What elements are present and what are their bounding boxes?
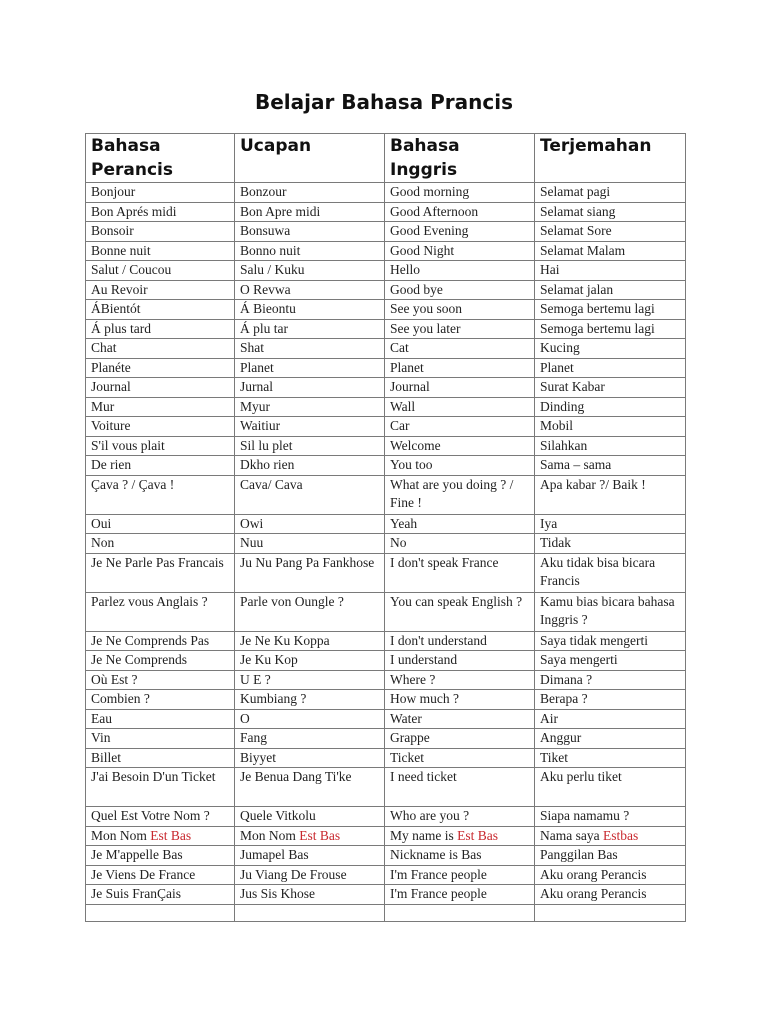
cell-pronunciation bbox=[235, 826, 385, 846]
cell-pronunciation: Biyyet bbox=[235, 748, 385, 768]
cell-indonesian: Apa kabar ?/ Baik ! bbox=[535, 475, 686, 514]
cell-pronunciation: Waitiur bbox=[235, 417, 385, 437]
table-row bbox=[86, 261, 686, 281]
cell-french: Je Viens De France bbox=[86, 865, 235, 885]
cell-french: Chat bbox=[86, 339, 235, 359]
cell-pronunciation: Je Ne Ku Koppa bbox=[235, 631, 385, 651]
text-highlight-red: Est Bas bbox=[150, 827, 192, 843]
cell-pronunciation: Bonzour bbox=[235, 183, 385, 203]
table-row bbox=[86, 670, 686, 690]
cell-french bbox=[86, 826, 235, 846]
cell-pronunciation: Fang bbox=[235, 729, 385, 749]
cell-french: Bon Aprés midi bbox=[86, 202, 235, 222]
text-plain: Mon Nom bbox=[240, 827, 300, 843]
cell-indonesian: Kucing bbox=[535, 339, 686, 359]
cell-english: What are you doing ? / Fine ! bbox=[385, 475, 535, 514]
cell-english: I'm France people bbox=[385, 865, 535, 885]
cell-french: ÁBientót bbox=[86, 300, 235, 320]
text-plain: Mon Nom bbox=[91, 827, 151, 843]
table-row bbox=[86, 300, 686, 320]
cell-french: Bonne nuit bbox=[86, 241, 235, 261]
cell-english: Wall bbox=[385, 397, 535, 417]
cell-english bbox=[385, 826, 535, 846]
cell-english: Good morning bbox=[385, 183, 535, 203]
cell-pronunciation: U E ? bbox=[235, 670, 385, 690]
cell-english: Good Afternoon bbox=[385, 202, 535, 222]
cell-french: Je Ne Comprends bbox=[86, 651, 235, 671]
cell-french: Où Est ? bbox=[86, 670, 235, 690]
cell-indonesian: Mobil bbox=[535, 417, 686, 437]
cell-french: Journal bbox=[86, 378, 235, 398]
text-plain: My name is bbox=[390, 827, 458, 843]
cell-indonesian: Siapa namamu ? bbox=[535, 807, 686, 827]
table-row bbox=[86, 436, 686, 456]
table-row bbox=[86, 729, 686, 749]
cell-english: Good bye bbox=[385, 280, 535, 300]
cell-pronunciation: Myur bbox=[235, 397, 385, 417]
cell-english: How much ? bbox=[385, 690, 535, 710]
cell-pronunciation: Je Benua Dang Ti'ke bbox=[235, 768, 385, 807]
table-row bbox=[86, 183, 686, 203]
cell-english: Yeah bbox=[385, 514, 535, 534]
document-title: Belajar Bahasa Prancis bbox=[254, 90, 514, 114]
table-row bbox=[86, 631, 686, 651]
cell-english: You can speak English ? bbox=[385, 592, 535, 631]
cell-indonesian: Selamat pagi bbox=[535, 183, 686, 203]
table-row bbox=[86, 651, 686, 671]
table-row bbox=[86, 514, 686, 534]
cell-french: Billet bbox=[86, 748, 235, 768]
table-row bbox=[86, 397, 686, 417]
table-row bbox=[86, 534, 686, 554]
cell-pronunciation: Ju Viang De Frouse bbox=[235, 865, 385, 885]
cell-french: De rien bbox=[86, 456, 235, 476]
cell-english: Grappe bbox=[385, 729, 535, 749]
cell-french: Vin bbox=[86, 729, 235, 749]
cell-indonesian: Berapa ? bbox=[535, 690, 686, 710]
text-highlight-red: Est Bas bbox=[457, 827, 499, 843]
cell-indonesian: Saya mengerti bbox=[535, 651, 686, 671]
cell-english: Planet bbox=[385, 358, 535, 378]
table-row-highlighted bbox=[86, 826, 686, 846]
cell-pronunciation: Á plu tar bbox=[235, 319, 385, 339]
cell-pronunciation: Jumapel Bas bbox=[235, 846, 385, 866]
cell-english: You too bbox=[385, 456, 535, 476]
cell-english: Journal bbox=[385, 378, 535, 398]
cell-indonesian: Air bbox=[535, 709, 686, 729]
cell-pronunciation: Planet bbox=[235, 358, 385, 378]
cell-indonesian: Selamat Sore bbox=[535, 222, 686, 242]
cell-indonesian: Dinding bbox=[535, 397, 686, 417]
cell-english: Car bbox=[385, 417, 535, 437]
cell-french: Je Ne Parle Pas Francais bbox=[86, 553, 235, 592]
table-row bbox=[86, 709, 686, 729]
cell-indonesian: Hai bbox=[535, 261, 686, 281]
cell-pronunciation: Jurnal bbox=[235, 378, 385, 398]
cell-pronunciation: Salu / Kuku bbox=[235, 261, 385, 281]
table-row bbox=[86, 417, 686, 437]
cell-pronunciation: Dkho rien bbox=[235, 456, 385, 476]
cell-english: Good Night bbox=[385, 241, 535, 261]
cell-pronunciation: Shat bbox=[235, 339, 385, 359]
cell-indonesian: Dimana ? bbox=[535, 670, 686, 690]
cell-pronunciation: Jus Sis Khose bbox=[235, 885, 385, 905]
cell-indonesian: Selamat Malam bbox=[535, 241, 686, 261]
table-row bbox=[86, 865, 686, 885]
cell-indonesian: Kamu bias bicara bahasa Inggris ? bbox=[535, 592, 686, 631]
cell-indonesian: Iya bbox=[535, 514, 686, 534]
cell-pronunciation: O bbox=[235, 709, 385, 729]
table-row bbox=[86, 222, 686, 242]
cell-indonesian: Anggur bbox=[535, 729, 686, 749]
cell-pronunciation: Quele Vitkolu bbox=[235, 807, 385, 827]
cell-french: Quel Est Votre Nom ? bbox=[86, 807, 235, 827]
cell-pronunciation: O Revwa bbox=[235, 280, 385, 300]
table-row bbox=[86, 319, 686, 339]
cell-indonesian bbox=[535, 904, 686, 921]
cell-french: Au Revoir bbox=[86, 280, 235, 300]
cell-indonesian: Sama – sama bbox=[535, 456, 686, 476]
table-row bbox=[86, 339, 686, 359]
table-row bbox=[86, 807, 686, 827]
cell-french: S'il vous plait bbox=[86, 436, 235, 456]
cell-french: Non bbox=[86, 534, 235, 554]
cell-french: Oui bbox=[86, 514, 235, 534]
cell-french: Voiture bbox=[86, 417, 235, 437]
cell-indonesian: Aku tidak bisa bicara Francis bbox=[535, 553, 686, 592]
cell-pronunciation: Parle von Oungle ? bbox=[235, 592, 385, 631]
cell-french: J'ai Besoin D'un Ticket bbox=[86, 768, 235, 807]
table-header-row bbox=[86, 134, 686, 183]
cell-english: I don't understand bbox=[385, 631, 535, 651]
cell-pronunciation: Ju Nu Pang Pa Fankhose bbox=[235, 553, 385, 592]
cell-pronunciation: Nuu bbox=[235, 534, 385, 554]
cell-french: Combien ? bbox=[86, 690, 235, 710]
cell-french: Parlez vous Anglais ? bbox=[86, 592, 235, 631]
cell-english: Welcome bbox=[385, 436, 535, 456]
vocabulary-table bbox=[85, 133, 686, 922]
cell-french: Eau bbox=[86, 709, 235, 729]
cell-indonesian: Aku orang Perancis bbox=[535, 865, 686, 885]
cell-english: I don't speak France bbox=[385, 553, 535, 592]
cell-indonesian: Semoga bertemu lagi bbox=[535, 319, 686, 339]
header-ucapan: Ucapan bbox=[235, 134, 385, 183]
cell-french: Je M'appelle Bas bbox=[86, 846, 235, 866]
header-bahasa-perancis: Bahasa Perancis bbox=[86, 134, 235, 183]
table-row bbox=[86, 202, 686, 222]
table-row bbox=[86, 846, 686, 866]
cell-pronunciation: Kumbiang ? bbox=[235, 690, 385, 710]
cell-english bbox=[385, 904, 535, 921]
cell-french: Planéte bbox=[86, 358, 235, 378]
table-row bbox=[86, 768, 686, 807]
table-row bbox=[86, 885, 686, 905]
cell-indonesian: Silahkan bbox=[535, 436, 686, 456]
cell-indonesian bbox=[535, 826, 686, 846]
cell-indonesian: Tidak bbox=[535, 534, 686, 554]
table-row-empty bbox=[86, 904, 686, 921]
cell-english: I understand bbox=[385, 651, 535, 671]
cell-indonesian: Saya tidak mengerti bbox=[535, 631, 686, 651]
cell-pronunciation: Á Bieontu bbox=[235, 300, 385, 320]
cell-french: Á plus tard bbox=[86, 319, 235, 339]
cell-french: Mur bbox=[86, 397, 235, 417]
cell-english: See you soon bbox=[385, 300, 535, 320]
cell-pronunciation: Bon Apre midi bbox=[235, 202, 385, 222]
cell-indonesian: Selamat siang bbox=[535, 202, 686, 222]
cell-indonesian: Aku perlu tiket bbox=[535, 768, 686, 807]
cell-english: No bbox=[385, 534, 535, 554]
header-bahasa-inggris: Bahasa Inggris bbox=[385, 134, 535, 183]
table-row bbox=[86, 378, 686, 398]
table-row bbox=[86, 592, 686, 631]
table-row bbox=[86, 690, 686, 710]
cell-french: Je Suis FranÇais bbox=[86, 885, 235, 905]
table-row bbox=[86, 358, 686, 378]
cell-indonesian: Planet bbox=[535, 358, 686, 378]
cell-english: Water bbox=[385, 709, 535, 729]
cell-english: See you later bbox=[385, 319, 535, 339]
cell-french bbox=[86, 904, 235, 921]
cell-english: Good Evening bbox=[385, 222, 535, 242]
cell-indonesian: Semoga bertemu lagi bbox=[535, 300, 686, 320]
cell-pronunciation: Je Ku Kop bbox=[235, 651, 385, 671]
cell-english: Cat bbox=[385, 339, 535, 359]
table-row bbox=[86, 553, 686, 592]
cell-pronunciation: Bonno nuit bbox=[235, 241, 385, 261]
cell-indonesian: Aku orang Perancis bbox=[535, 885, 686, 905]
cell-pronunciation: Bonsuwa bbox=[235, 222, 385, 242]
table-row bbox=[86, 748, 686, 768]
cell-indonesian: Tiket bbox=[535, 748, 686, 768]
cell-french: Je Ne Comprends Pas bbox=[86, 631, 235, 651]
cell-english: Nickname is Bas bbox=[385, 846, 535, 866]
cell-indonesian: Surat Kabar bbox=[535, 378, 686, 398]
header-terjemahan: Terjemahan bbox=[535, 134, 686, 183]
cell-english: I'm France people bbox=[385, 885, 535, 905]
cell-indonesian: Panggilan Bas bbox=[535, 846, 686, 866]
cell-pronunciation: Sil lu plet bbox=[235, 436, 385, 456]
text-plain: Nama saya bbox=[540, 827, 603, 843]
cell-french: Salut / Coucou bbox=[86, 261, 235, 281]
cell-french: Bonjour bbox=[86, 183, 235, 203]
cell-english: Who are you ? bbox=[385, 807, 535, 827]
cell-english: Hello bbox=[385, 261, 535, 281]
cell-english: I need ticket bbox=[385, 768, 535, 807]
cell-french: Çava ? / Çava ! bbox=[86, 475, 235, 514]
cell-pronunciation: Owi bbox=[235, 514, 385, 534]
cell-french: Bonsoir bbox=[86, 222, 235, 242]
cell-indonesian: Selamat jalan bbox=[535, 280, 686, 300]
table-row bbox=[86, 280, 686, 300]
cell-pronunciation: Cava/ Cava bbox=[235, 475, 385, 514]
cell-english: Where ? bbox=[385, 670, 535, 690]
table-row bbox=[86, 475, 686, 514]
text-highlight-red: Estbas bbox=[602, 827, 639, 843]
table-row bbox=[86, 241, 686, 261]
cell-pronunciation bbox=[235, 904, 385, 921]
text-highlight-red: Est Bas bbox=[299, 827, 341, 843]
table-row bbox=[86, 456, 686, 476]
cell-english: Ticket bbox=[385, 748, 535, 768]
